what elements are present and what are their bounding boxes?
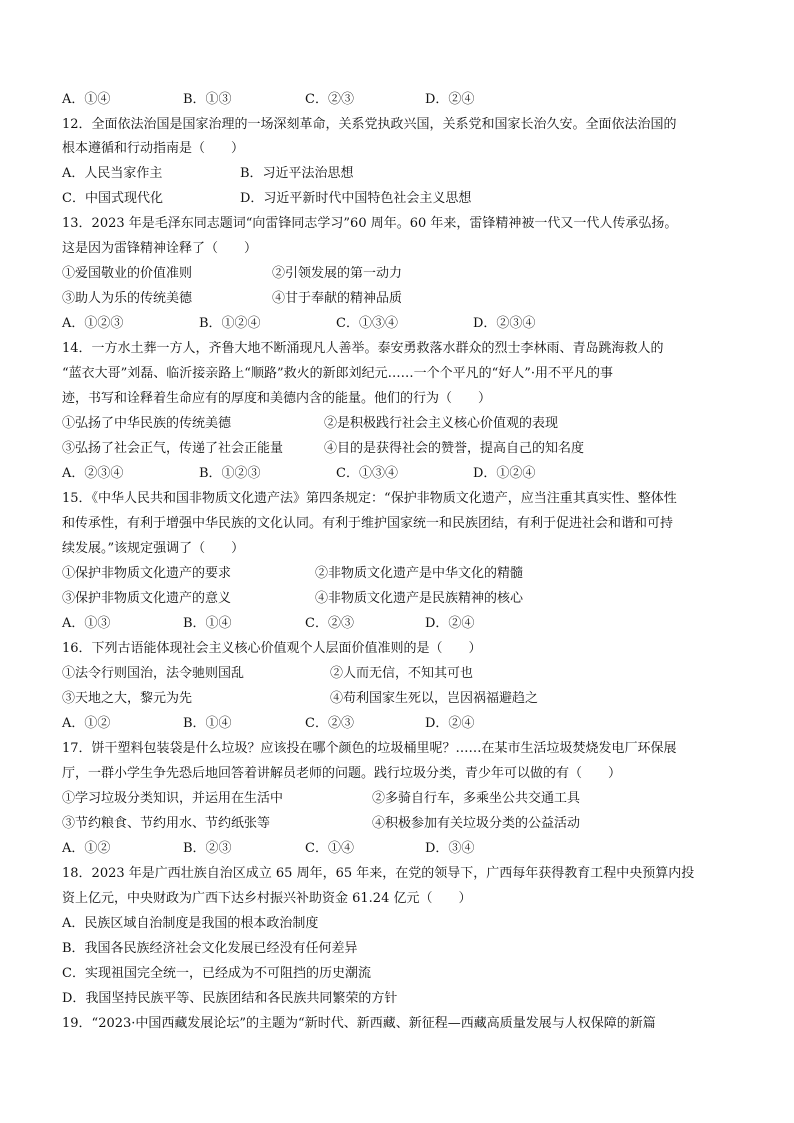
q12-options-row-1 xyxy=(62,165,354,183)
q14-stem-line-2: “蓝衣大哥”刘磊、临沂接亲路上“顺路”救火的新郎刘纪元……一个个平凡的“好人”·用不平凡的事 xyxy=(62,366,614,381)
q13-option-c[interactable]: C．①③④ xyxy=(336,316,398,331)
q18-stem-line-1: 18．2023 年是广西壮族自治区成立 65 周年，65 年来，在党的领导下，广西每年获得教育工程中央预算内投 xyxy=(62,866,695,881)
q14-statement-1: ①弘扬了中华民族的传统美德 xyxy=(62,416,232,431)
q13-statement-1: ①爱国敬业的价值准则 xyxy=(62,266,193,281)
q15-option-d[interactable]: D．②④ xyxy=(425,616,475,631)
q11-option-b[interactable]: B．①③ xyxy=(183,92,232,107)
q16-options xyxy=(62,715,474,733)
q16-statements-row-1 xyxy=(62,665,473,683)
q15-option-c[interactable]: C．②③ xyxy=(305,616,354,631)
q17-statement-3: ③节约粮食、节约用水、节约纸张等 xyxy=(62,816,271,831)
q16-statement-4: ④苟利国家生死以，岂因祸福避趋之 xyxy=(330,691,539,706)
q13-statement-4: ④甘于奉献的精神品质 xyxy=(272,291,403,306)
q15-statements-row-1 xyxy=(62,565,523,583)
q13-option-b[interactable]: B．①②④ xyxy=(199,316,261,331)
q13-statement-3: ③助人为乐的传统美德 xyxy=(62,291,193,306)
q16-statement-2: ②人而无信，不知其可也 xyxy=(330,666,474,681)
q13-option-a[interactable]: A．①②③ xyxy=(62,316,124,331)
q17-option-a[interactable]: A．①② xyxy=(62,841,111,856)
q17-option-c[interactable]: C．①④ xyxy=(305,841,354,856)
q14-statement-4: ④目的是获得社会的赞誉，提高自己的知名度 xyxy=(324,441,585,456)
q14-option-a[interactable]: A．②③④ xyxy=(62,466,124,481)
q17-statements-row-1 xyxy=(62,790,580,808)
q14-option-c[interactable]: C．①③④ xyxy=(336,466,398,481)
q14-statement-3: ③弘扬了社会正气，传递了社会正能量 xyxy=(62,441,284,456)
q17-stem-line-2: 厅，一群小学生争先恐后地回答着讲解员老师的问题。践行垃圾分类，青少年可以做的有（ ） xyxy=(62,766,622,781)
q15-stem-line-2: 和传承性，有利于增强中华民族的文化认同。有利于维护国家统一和民族团结，有利于促进社会和谐和可持 xyxy=(62,516,674,531)
q12-option-d[interactable]: D．习近平新时代中国特色社会主义思想 xyxy=(240,191,472,206)
q12-stem-line-2: 根本遵循和行动指南是（ ） xyxy=(62,141,245,156)
q15-option-b[interactable]: B．①④ xyxy=(183,616,232,631)
q14-statement-2: ②是积极践行社会主义核心价值观的表现 xyxy=(324,416,559,431)
q17-stem-line-1: 17．饼干塑料包装袋是什么垃圾？应该投在哪个颜色的垃圾桶里呢？……在某市生活垃圾焚烧发电厂环保展 xyxy=(62,741,677,756)
q18-option-c[interactable]: C．实现祖国完全统一，已经成为不可阻挡的历史潮流 xyxy=(62,966,371,981)
q11-options xyxy=(62,91,474,109)
q18-option-d[interactable]: D．我国坚持民族平等、民族团结和各民族共同繁荣的方针 xyxy=(62,991,398,1006)
q11-option-c[interactable]: C．②③ xyxy=(305,92,354,107)
q13-option-d[interactable]: D．②③④ xyxy=(473,316,536,331)
q15-statement-3: ③保护非物质文化遗产的意义 xyxy=(62,591,232,606)
q12-stem-line-1: 12．全面依法治国是国家治理的一场深刻革命，关系党执政兴国，关系党和国家长治久安。全面依法治国的 xyxy=(62,117,677,132)
q14-stem-line-1: 14．一方水土葬一方人，齐鲁大地不断涌现凡人善举。泰安勇救落水群众的烈士李林雨、青岛跳海救人的 xyxy=(62,341,664,356)
q15-statement-4: ④非物质文化遗产是民族精神的核心 xyxy=(315,591,524,606)
q15-stem-line-1: 15．《中华人民共和国非物质文化遗产法》第四条规定：“保护非物质文化遗产，应当注重其真实性、整体性 xyxy=(62,491,677,506)
q18-stem-line-2: 资上亿元，中央财政为广西下达乡村振兴补助资金 61.24 亿元（ ） xyxy=(62,891,472,906)
q17-statement-4: ④积极参加有关垃圾分类的公益活动 xyxy=(372,816,581,831)
q17-option-d[interactable]: D．③④ xyxy=(425,841,475,856)
q14-options xyxy=(62,465,535,483)
q13-statements-row-1 xyxy=(62,265,402,283)
q14-option-b[interactable]: B．①②③ xyxy=(199,466,261,481)
q13-options xyxy=(62,315,535,333)
q14-stem-line-3: 迹，书写和诠释着生命应有的厚度和美德内含的能量。他们的行为（ ） xyxy=(62,391,492,406)
q15-statement-1: ①保护非物质文化遗产的要求 xyxy=(62,566,232,581)
q16-statements-row-2 xyxy=(62,690,538,708)
q14-option-d[interactable]: D．①②④ xyxy=(473,466,536,481)
q11-option-d[interactable]: D．②④ xyxy=(425,92,475,107)
q12-option-c[interactable]: C．中国式现代化 xyxy=(62,191,163,206)
q17-options xyxy=(62,840,474,858)
q13-statements-row-2 xyxy=(62,290,402,308)
q16-option-b[interactable]: B．①④ xyxy=(183,716,232,731)
q15-statements-row-2 xyxy=(62,590,523,608)
q16-statement-1: ①法令行则国治，法令驰则国乱 xyxy=(62,666,245,681)
q15-stem-line-3: 续发展。”该规定强调了（ ） xyxy=(62,541,245,556)
q16-option-c[interactable]: C．②③ xyxy=(305,716,354,731)
q18-option-b[interactable]: B．我国各民族经济社会文化发展已经没有任何差异 xyxy=(62,941,358,956)
q17-statements-row-2 xyxy=(62,815,580,833)
q16-statement-3: ③天地之大，黎元为先 xyxy=(62,691,193,706)
q14-statements-row-1 xyxy=(62,415,558,433)
q15-option-a[interactable]: A．①③ xyxy=(62,616,111,631)
q16-stem-line-1: 16．下列古语能体现社会主义核心价值观个人层面价值准则的是（ ） xyxy=(62,641,482,656)
q13-statement-2: ②引领发展的第一动力 xyxy=(272,266,403,281)
q16-option-a[interactable]: A．①② xyxy=(62,716,111,731)
q15-statement-2: ②非物质文化遗产是中华文化的精髓 xyxy=(315,566,524,581)
q13-stem-line-2: 这是因为雷锋精神诠释了（ ） xyxy=(62,241,258,256)
q17-statement-2: ②多骑自行车，多乘坐公共交通工具 xyxy=(372,791,581,806)
q17-option-b[interactable]: B．②③ xyxy=(183,841,232,856)
q16-option-d[interactable]: D．②④ xyxy=(425,716,475,731)
q15-options xyxy=(62,615,474,633)
q12-option-a[interactable]: A．人民当家作主 xyxy=(62,166,163,181)
q12-option-b[interactable]: B．习近平法治思想 xyxy=(240,166,354,181)
q13-stem-line-1: 13．2023 年是毛泽东同志题词“向雷锋同志学习”60 周年。60 年来，雷锋精神被一代又一代人传承弘扬。 xyxy=(62,216,678,231)
q18-option-a[interactable]: A．民族区域自治制度是我国的根本政治制度 xyxy=(62,916,319,931)
q14-statements-row-2 xyxy=(62,440,584,458)
q19-stem-line-1: 19．“2023·中国西藏发展论坛”的主题为“新时代、新西藏、新征程—西藏高质量发展与人权保障的新篇 xyxy=(62,1016,656,1031)
q12-options-row-2 xyxy=(62,190,471,208)
q17-statement-1: ①学习垃圾分类知识，并运用在生活中 xyxy=(62,791,284,806)
q11-option-a[interactable]: A．①④ xyxy=(62,92,111,107)
